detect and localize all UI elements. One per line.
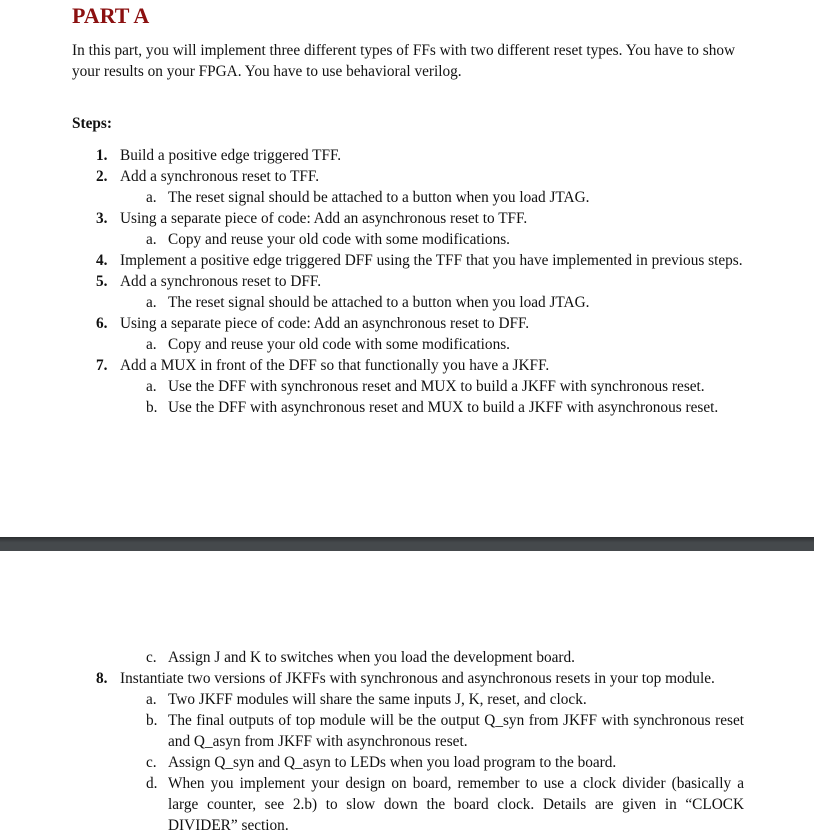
list-marker: a.	[146, 231, 157, 248]
sub-step-item	[0, 187, 814, 208]
steps-list	[0, 145, 814, 418]
list-text: The final outputs of top module will be the output Q_syn from JKFF with synchronous reset and Q_asyn from JKFF with asynchronous reset.	[168, 712, 744, 750]
list-text: Use the DFF with asynchronous reset and MUX to build a JKFF with asynchronous reset.	[168, 399, 719, 416]
steps-list-continued	[0, 647, 814, 836]
document-page-2	[0, 550, 814, 840]
step-item	[0, 271, 814, 292]
steps-heading: Steps:	[72, 115, 112, 132]
list-text: Add a synchronous reset to DFF.	[120, 273, 322, 290]
sub-step-item	[0, 397, 814, 418]
list-marker: a.	[146, 189, 157, 206]
list-text: Using a separate piece of code: Add an asynchronous reset to DFF.	[120, 315, 530, 332]
list-marker: a.	[146, 691, 157, 708]
list-marker: c.	[146, 754, 157, 771]
list-text: Build a positive edge triggered TFF.	[120, 147, 342, 164]
sub-step-item	[0, 376, 814, 397]
list-marker: 3.	[96, 210, 108, 227]
sub-step-item	[0, 292, 814, 313]
page-break-separator	[0, 537, 814, 551]
list-marker: a.	[146, 294, 157, 311]
step-item	[0, 166, 814, 187]
list-marker: b.	[146, 712, 158, 729]
list-text: Two JKFF modules will share the same inputs J, K, reset, and clock.	[168, 691, 587, 708]
list-text: Use the DFF with synchronous reset and MUX to build a JKFF with synchronous reset.	[168, 378, 705, 395]
list-text: Add a synchronous reset to TFF.	[120, 168, 320, 185]
list-marker: 4.	[96, 252, 108, 269]
list-text: Assign Q_syn and Q_asyn to LEDs when you load program to the board.	[168, 754, 617, 771]
list-marker: 2.	[96, 168, 108, 185]
list-text: Copy and reuse your old code with some modifications.	[168, 336, 510, 353]
list-marker: d.	[146, 775, 158, 792]
list-marker: 6.	[96, 315, 108, 332]
list-text: Instantiate two versions of JKFFs with synchronous and asynchronous resets in your top module.	[120, 670, 715, 687]
step-item	[0, 250, 814, 271]
list-text: Add a MUX in front of the DFF so that functionally you have a JKFF.	[120, 357, 550, 374]
list-text: The reset signal should be attached to a button when you load JTAG.	[168, 294, 590, 311]
list-text: Copy and reuse your old code with some modifications.	[168, 231, 510, 248]
list-marker: 1.	[96, 147, 108, 164]
step-item	[0, 145, 814, 166]
list-marker: a.	[146, 378, 157, 395]
list-marker: 8.	[96, 670, 108, 687]
sub-step-item	[0, 647, 814, 668]
section-title: PART A	[72, 3, 150, 28]
sub-step-item	[0, 229, 814, 250]
list-text: The reset signal should be attached to a button when you load JTAG.	[168, 189, 590, 206]
list-marker: b.	[146, 399, 158, 416]
list-marker: 7.	[96, 357, 108, 374]
step-item	[0, 668, 814, 689]
step-item	[0, 208, 814, 229]
sub-step-item	[0, 334, 814, 355]
sub-step-item	[0, 710, 814, 752]
list-text: Assign J and K to switches when you load the development board.	[168, 649, 575, 666]
intro-paragraph: In this part, you will implement three different types of FFs with two different reset types. You have to show your results on your FPGA. You have to use behavioral verilog.	[72, 42, 736, 80]
step-item	[0, 355, 814, 376]
list-text: When you implement your design on board, remember to use a clock divider (basically a large counter, see 2.b) to slow down the board clock. Details are given in “CLOCK DIVIDER” section.	[168, 775, 744, 834]
list-text: Implement a positive edge triggered DFF using the TFF that you have implemented in previous steps.	[120, 252, 743, 269]
list-marker: 5.	[96, 273, 108, 290]
list-text: Using a separate piece of code: Add an asynchronous reset to TFF.	[120, 210, 528, 227]
step-item	[0, 313, 814, 334]
list-marker: c.	[146, 649, 157, 666]
sub-step-item	[0, 689, 814, 710]
sub-step-item	[0, 752, 814, 773]
sub-step-item	[0, 773, 814, 836]
list-marker: a.	[146, 336, 157, 353]
